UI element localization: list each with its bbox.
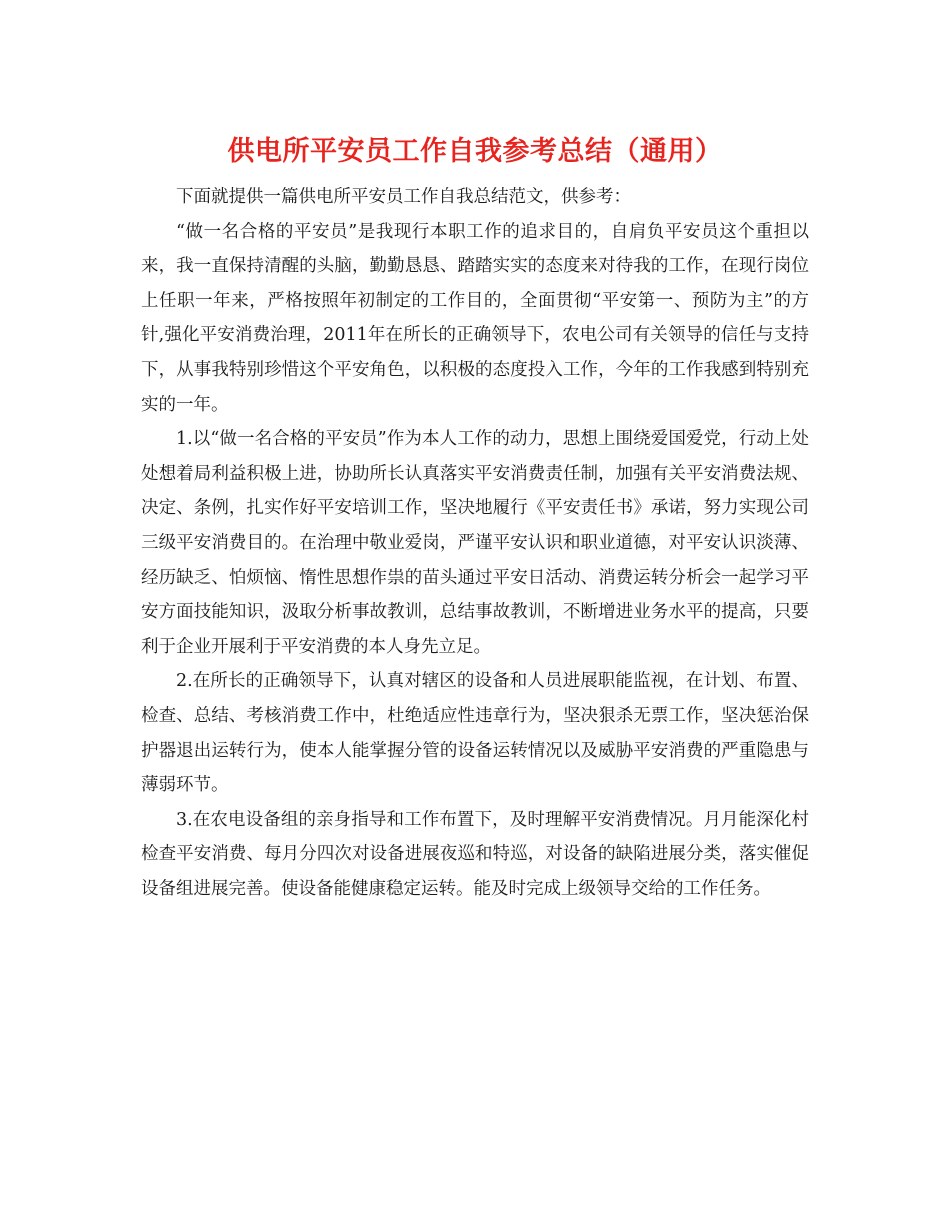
- body-paragraph: “做一名合格的平安员”是我现行本职工作的追求目的，自肩负平安员这个重担以来，我一直保持清醒的头脑，勤勤恳恳、踏踏实实的态度来对待我的工作，在现行岗位上任职一年来，严格按照年初制定的工作目的，全面贯彻“平安第一、预防为主”的方针,强化平安消费治理，2011年在所长的正确领导下，农电公司有关领导的信任与支持下，从事我特别珍惜这个平安角色，以积极的态度投入工作，今年的工作我感到特别充实的一年。: [141, 221, 809, 415]
- body-paragraph: 3.在农电设备组的亲身指导和工作布置下，及时理解平安消费情况。月月能深化村检查平安消费、每月分四次对设备进展夜巡和特巡，对设备的缺陷进展分类，落实催促设备组进展完善。使设备能健康稳定运转。能及时完成上级领导交给的工作任务。: [141, 809, 809, 899]
- body-paragraph: 2.在所长的正确领导下，认真对辖区的设备和人员进展职能监视，在计划、布置、检查、总结、考核消费工作中，杜绝适应性违章行为，坚决狠杀无票工作，坚决惩治保护器退出运转行为，使本人能掌握分管的设备运转情况以及威胁平安消费的严重隐患与薄弱环节。: [141, 671, 809, 796]
- body-paragraph: 1.以“做一名合格的平安员”作为本人工作的动力，思想上围绕爱国爱党，行动上处处想着局利益积极上进，协助所长认真落实平安消费责任制，加强有关平安消费法规、决定、条例，扎实作好平安培训工作，坚决地履行《平安责任书》承诺，努力实现公司三级平安消费目的。在治理中敬业爱岗，严谨平安认识和职业道德，对平安认识淡薄、经历缺乏、怕烦恼、惰性思想作祟的苗头通过平安日活动、消费运转分析会一起学习平安方面技能知识，汲取分析事故教训，总结事故教训，不断增进业务水平的提高，只要利于企业开展利于平安消费的本人身先立足。: [141, 429, 809, 657]
- intro-paragraph: 下面就提供一篇供电所平安员工作自我总结范文，供参考：: [176, 187, 631, 207]
- document-title: 供电所平安员工作自我参考总结（通用）: [227, 136, 723, 167]
- document-body: [141, 180, 809, 906]
